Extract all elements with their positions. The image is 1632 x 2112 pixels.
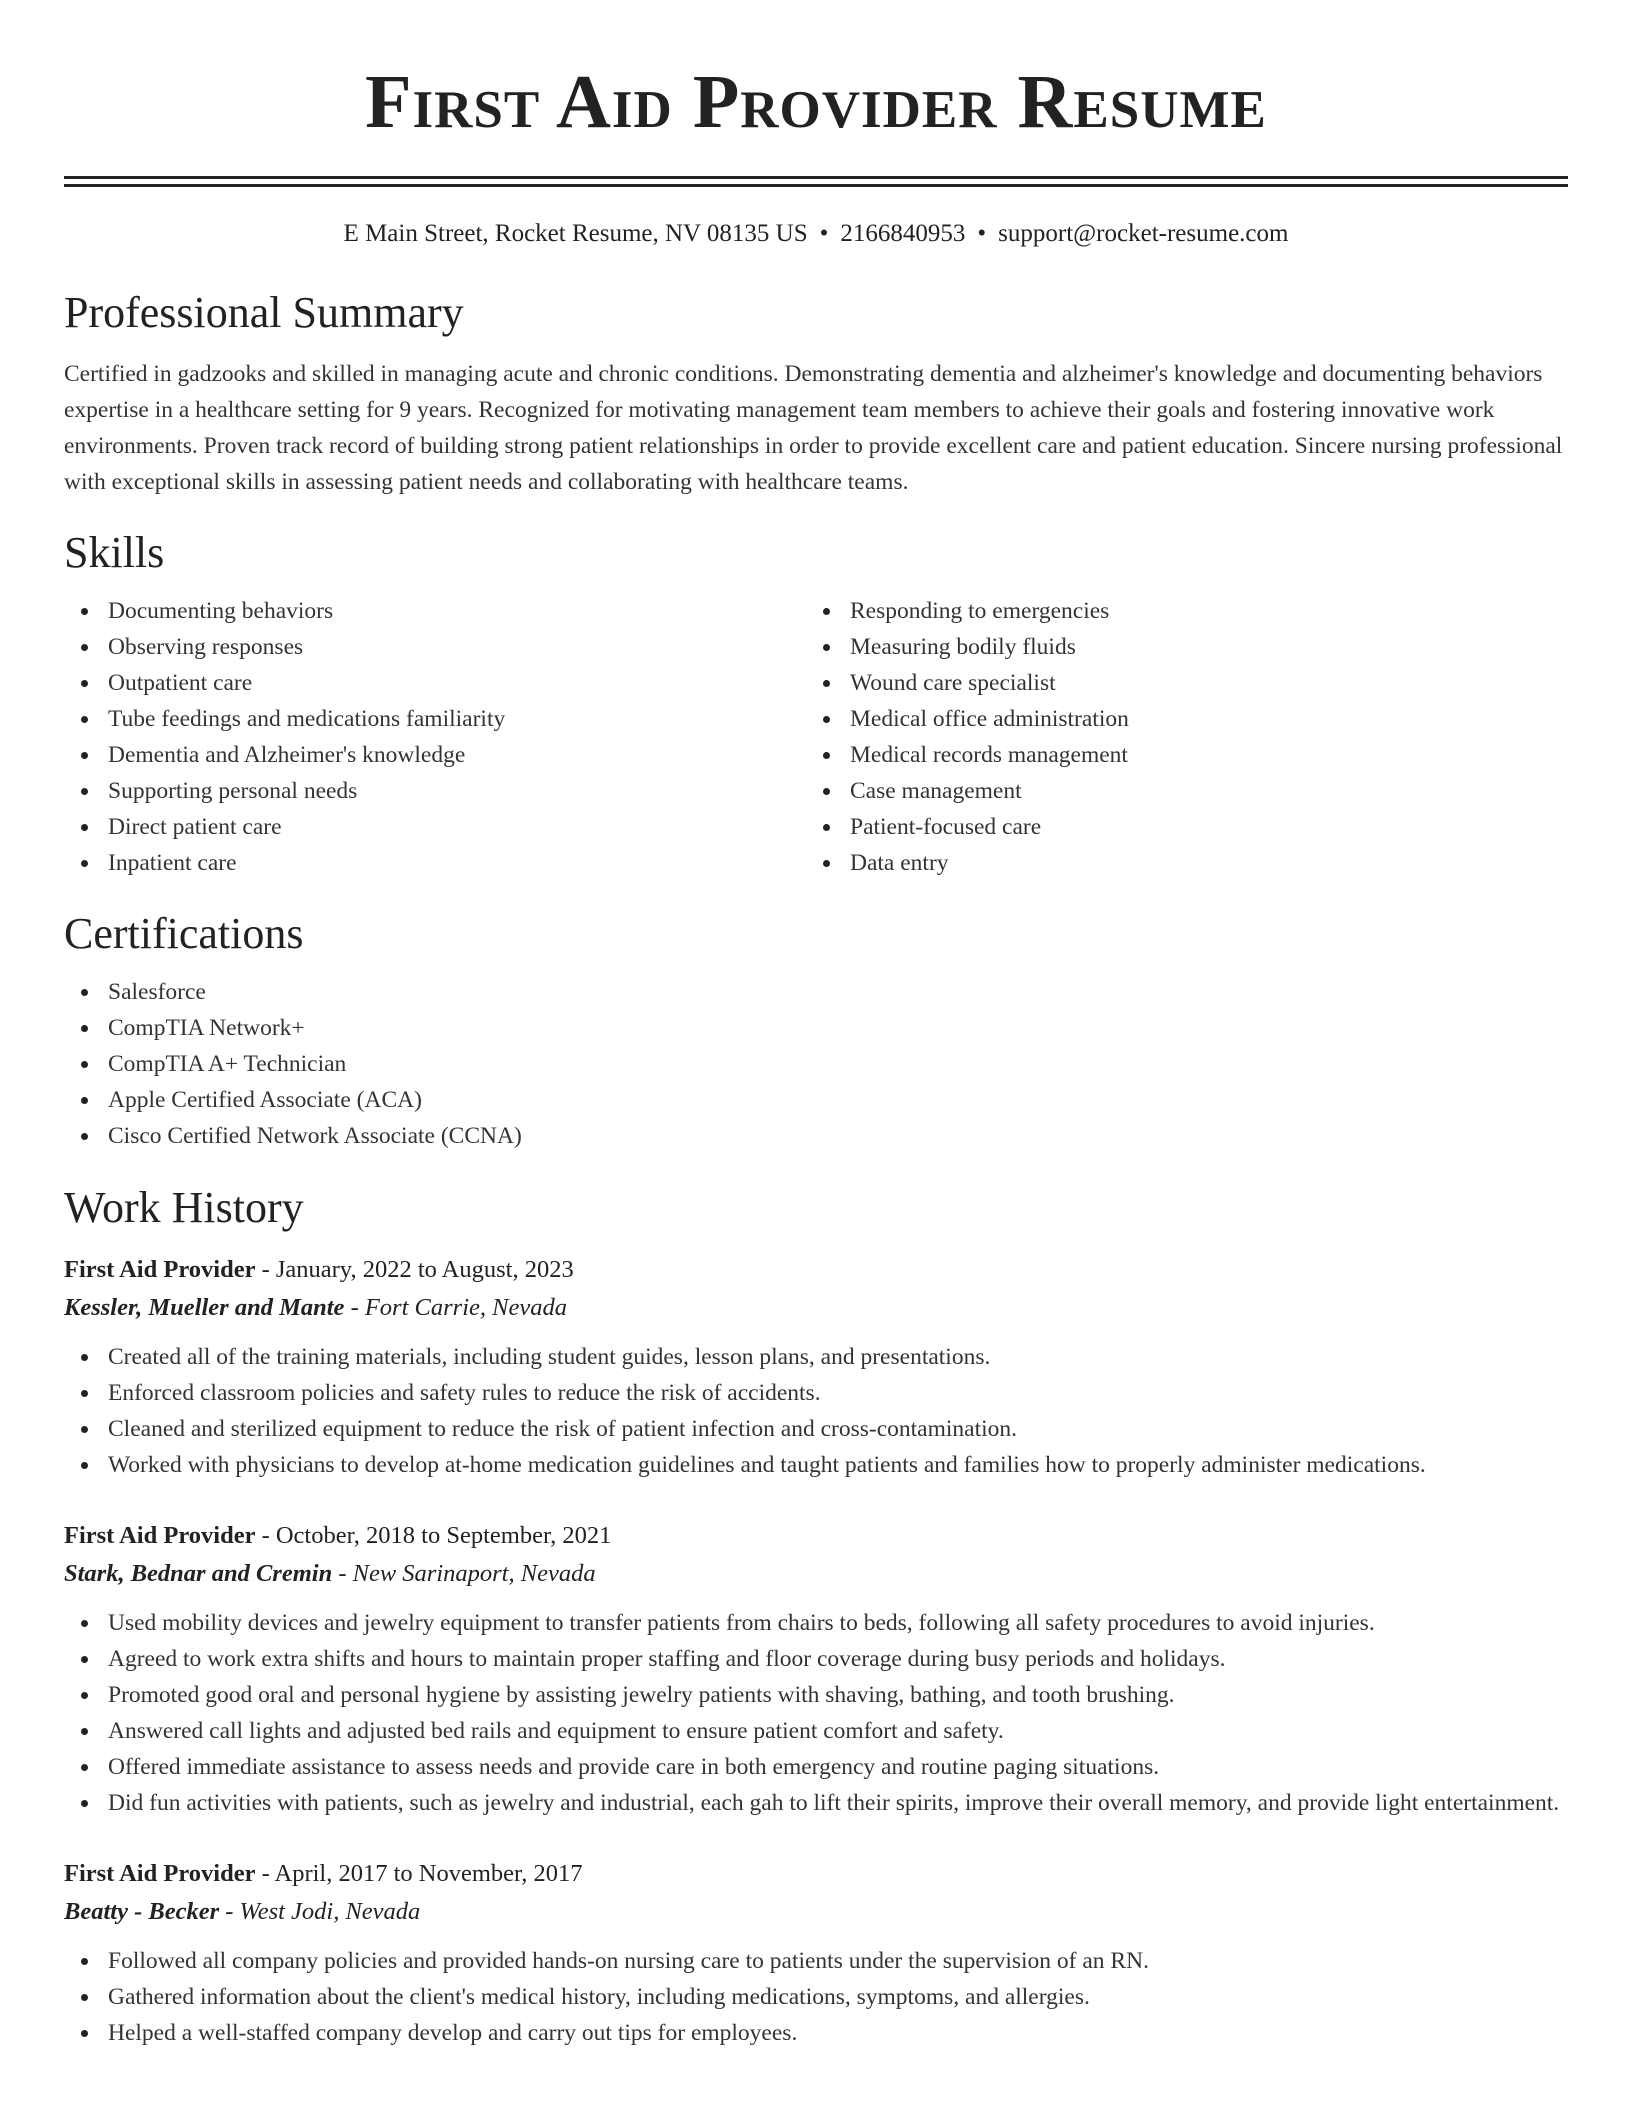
summary-heading: Professional Summary [64,288,464,337]
title-divider-top [64,176,1568,179]
skill-item: Data entry [806,845,1548,881]
job-title: First Aid Provider [64,1860,256,1887]
skill-item: Supporting personal needs [64,773,806,809]
certification-item: CompTIA Network+ [64,1010,1568,1046]
contact-line [64,218,1568,250]
contact-separator: • [977,220,987,247]
company-name: Beatty - Becker [64,1898,220,1925]
summary-text: Certified in gadzooks and skilled in managing acute and chronic conditions. Demonstrating dementia and alzheimer's knowledge and documenting behaviors expertise in a healthcare setting for 9 years. Recognized for motivating management team members to achieve their goals and fostering innovative work environments. Proven track record of building strong patient relationships in order to provide excellent care and patient education. Sincere nursing professional with exceptional skills in assessing patient needs and collaborating with healthcare teams. [64,361,1563,495]
skill-item: Observing responses [64,629,806,665]
certifications-list [64,974,1568,1154]
company-location: - Fort Carrie, Nevada [344,1294,567,1321]
job-bullet: Promoted good oral and personal hygiene by assisting jewelry patients with shaving, bathing, and tooth brushing. [64,1677,1568,1713]
resume-page [64,0,1568,2051]
job-dates: - January, 2022 to August, 2023 [255,1256,574,1283]
company-line [64,1289,1568,1327]
company-name: Stark, Bednar and Cremin [64,1560,333,1587]
skill-item: Medical office administration [806,701,1548,737]
skill-item: Tube feedings and medications familiarity [64,701,806,737]
job-bullets [64,1943,1568,2051]
contact-phone: 2166840953 [840,220,966,247]
resume-title: First Aid Provider Resume [365,60,1267,144]
title-divider-bottom [64,184,1568,187]
certification-item: Apple Certified Associate (ACA) [64,1082,1568,1118]
job-bullet: Used mobility devices and jewelry equipment to transfer patients from chairs to beds, following all safety procedures to avoid injuries. [64,1605,1568,1641]
job-entry [64,1517,1568,1821]
job-dates: - October, 2018 to September, 2021 [255,1522,612,1549]
skill-item: Outpatient care [64,665,806,701]
skill-item: Patient-focused care [806,809,1548,845]
job-bullet: Did fun activities with patients, such as jewelry and industrial, each gah to lift their spirits, improve their overall memory, and provide light entertainment. [64,1785,1568,1821]
job-bullet: Helped a well-staffed company develop and carry out tips for employees. [64,2015,1568,2051]
company-name: Kessler, Mueller and Mante [64,1294,345,1321]
job-title-line [64,1517,1568,1555]
job-dates: - April, 2017 to November, 2017 [255,1860,583,1887]
company-line [64,1893,1568,1931]
skill-item: Responding to emergencies [806,593,1548,629]
certification-item: CompTIA A+ Technician [64,1046,1568,1082]
job-bullet: Answered call lights and adjusted bed rails and equipment to ensure patient comfort and safety. [64,1713,1568,1749]
skill-item: Dementia and Alzheimer's knowledge [64,737,806,773]
job-bullet: Cleaned and sterilized equipment to reduce the risk of patient infection and cross-contamination. [64,1411,1568,1447]
company-line [64,1555,1568,1593]
job-bullet: Offered immediate assistance to assess needs and provide care in both emergency and routine paging situations. [64,1749,1568,1785]
job-title-line [64,1855,1568,1893]
company-location: - New Sarinaport, Nevada [332,1560,596,1587]
job-bullet: Agreed to work extra shifts and hours to maintain proper staffing and floor coverage during busy periods and holidays. [64,1641,1568,1677]
job-bullet: Gathered information about the client's medical history, including medications, symptoms, and allergies. [64,1979,1568,2015]
skill-item: Measuring bodily fluids [806,629,1548,665]
skill-item: Direct patient care [64,809,806,845]
skill-item: Wound care specialist [806,665,1548,701]
job-title-line [64,1251,1568,1289]
skill-item: Documenting behaviors [64,593,806,629]
skill-item: Medical records management [806,737,1548,773]
certification-item: Cisco Certified Network Associate (CCNA) [64,1118,1568,1154]
skill-item: Inpatient care [64,845,806,881]
job-bullet: Followed all company policies and provided hands-on nursing care to patients under the supervision of an RN. [64,1943,1568,1979]
skills-list-left [64,593,806,881]
contact-separator: • [819,220,829,247]
skills-heading: Skills [64,528,165,577]
job-title: First Aid Provider [64,1522,256,1549]
job-entry [64,1855,1568,2051]
contact-email: support@rocket-resume.com [998,220,1289,247]
job-bullet: Worked with physicians to develop at-home medication guidelines and taught patients and families how to properly administer medications. [64,1447,1568,1483]
job-bullet: Enforced classroom policies and safety rules to reduce the risk of accidents. [64,1375,1568,1411]
certification-item: Salesforce [64,974,1568,1010]
company-location: - West Jodi, Nevada [219,1898,421,1925]
job-bullet: Created all of the training materials, including student guides, lesson plans, and presentations. [64,1339,1568,1375]
job-title: First Aid Provider [64,1256,256,1283]
work-history-heading: Work History [64,1183,304,1232]
certifications-heading: Certifications [64,909,304,958]
job-bullets [64,1605,1568,1821]
skills-columns [64,593,1568,881]
skills-list-right [806,593,1548,881]
job-entry [64,1251,1568,1483]
skill-item: Case management [806,773,1548,809]
contact-address: E Main Street, Rocket Resume, NV 08135 US [343,220,808,247]
job-bullets [64,1339,1568,1483]
